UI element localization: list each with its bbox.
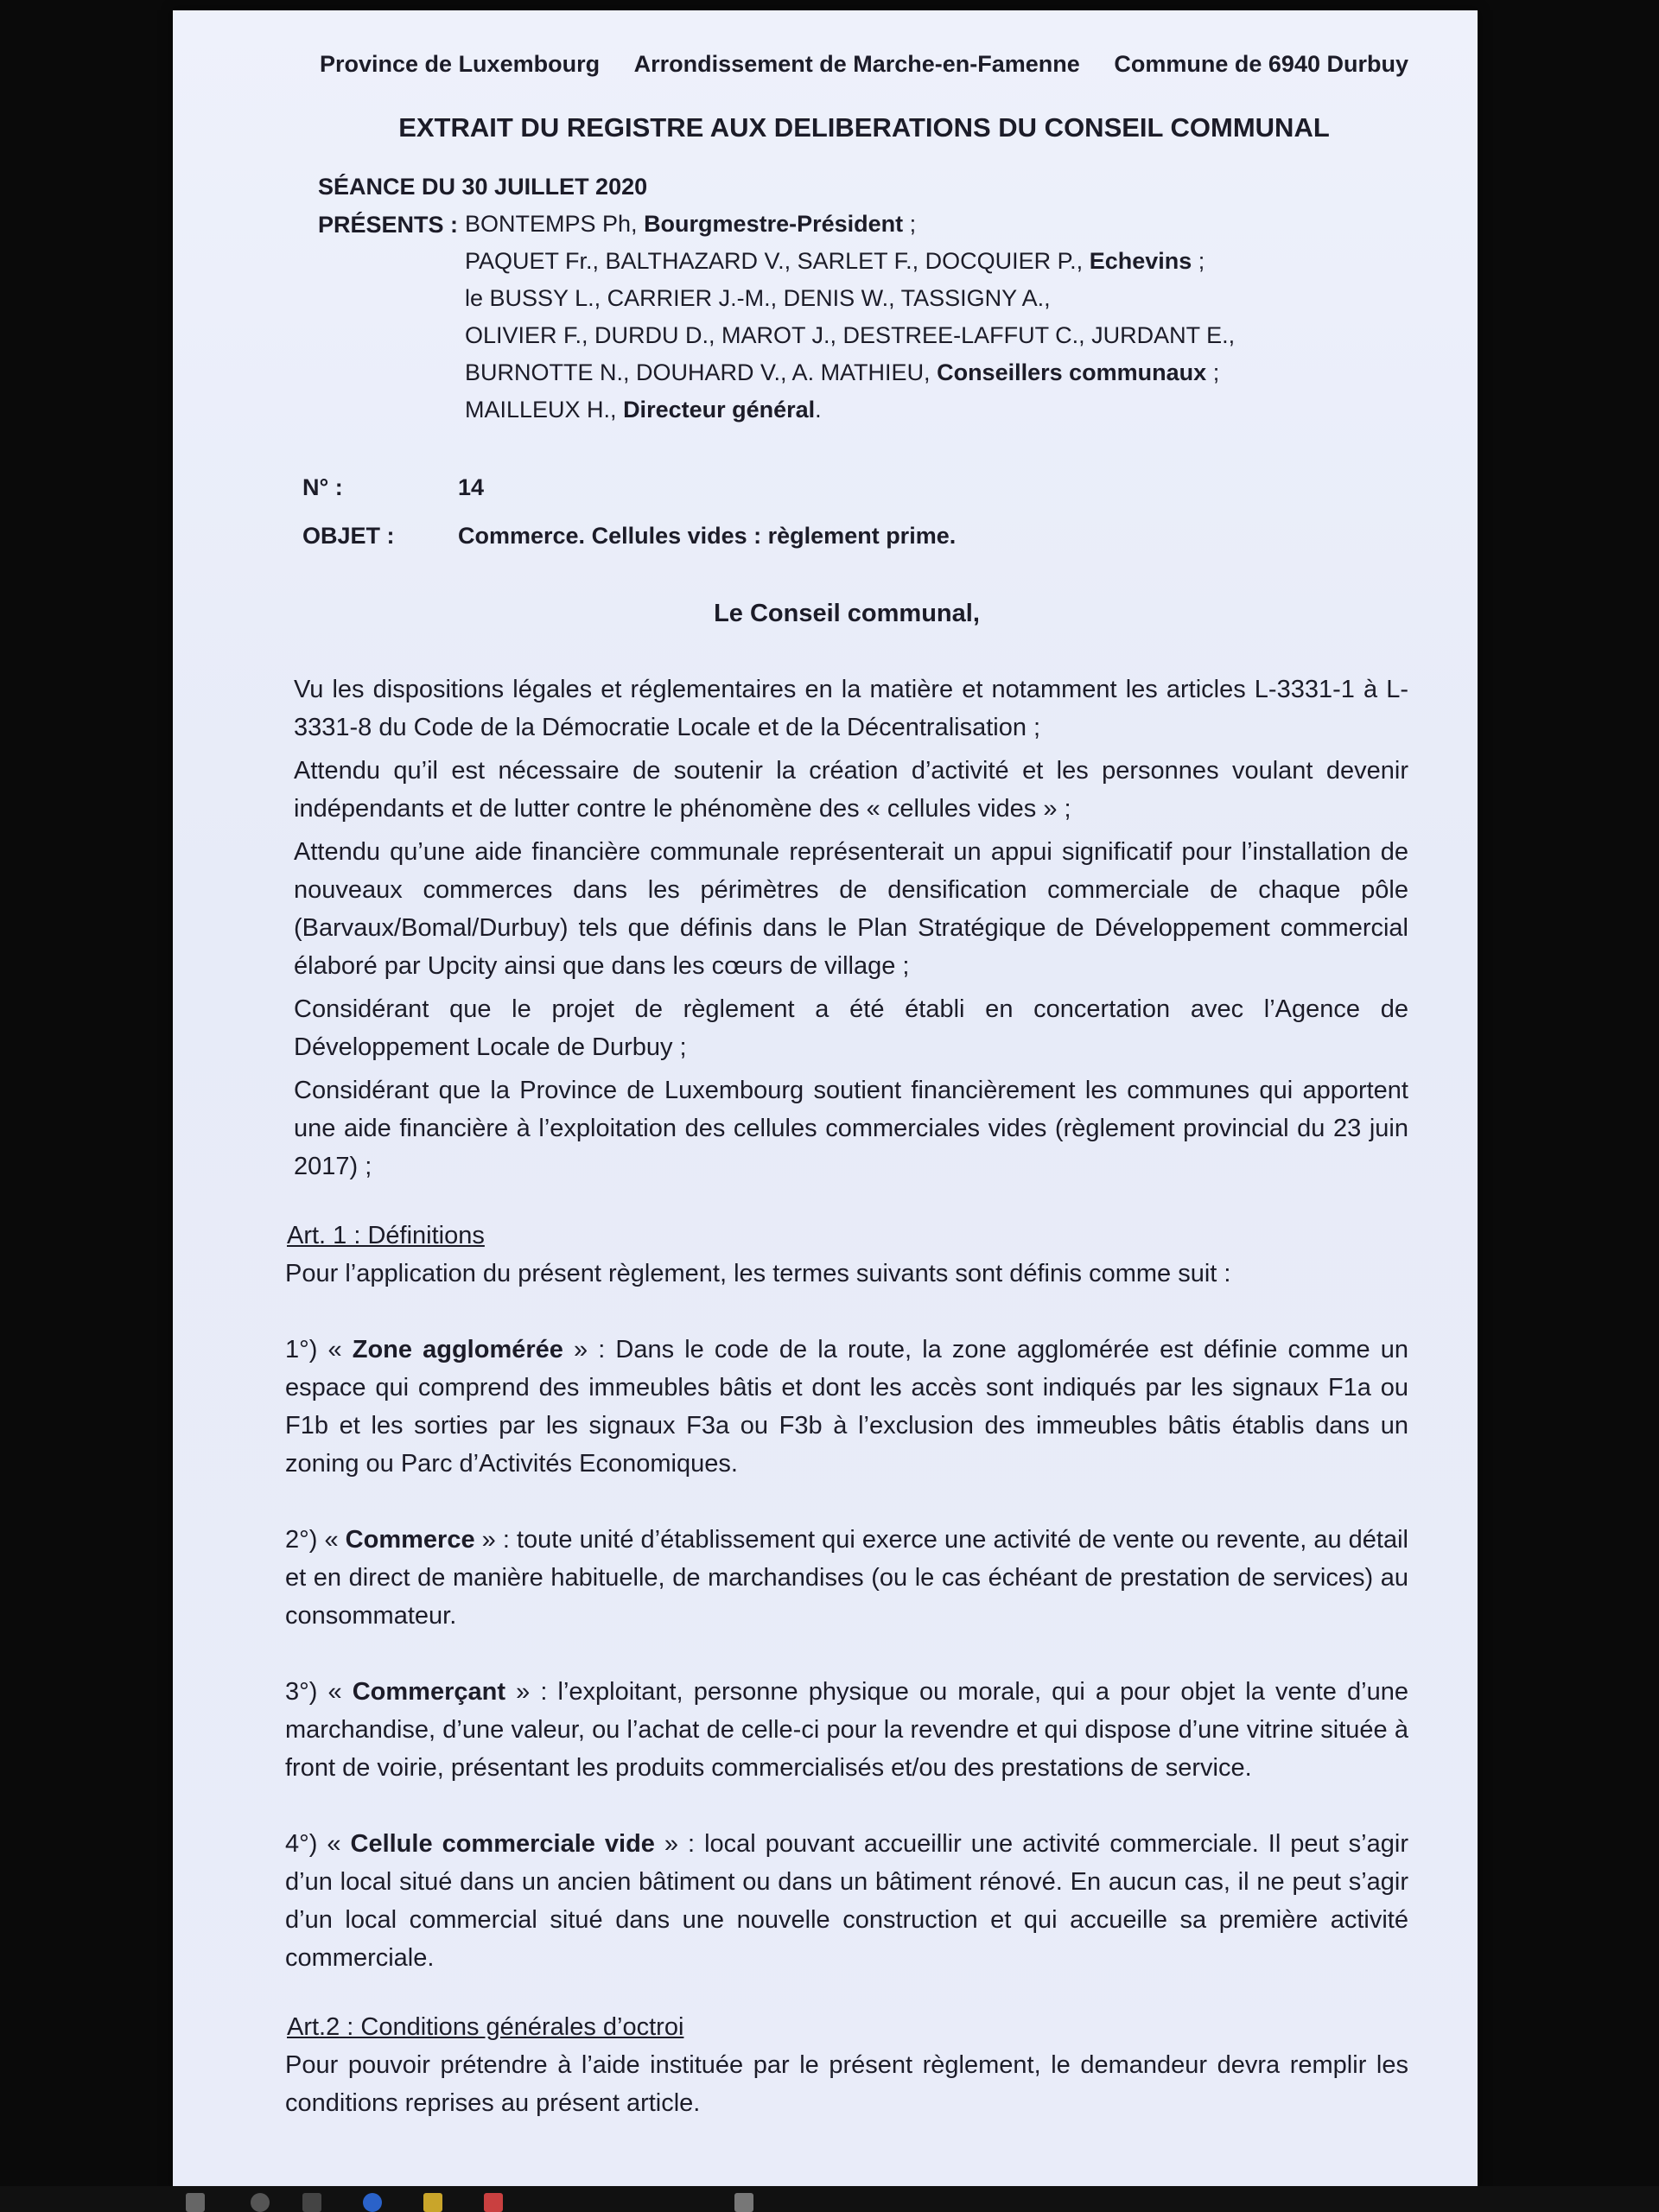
deliberation-meta <box>302 463 1408 560</box>
considerant-paragraph: Considérant que la Province de Luxembourg soutient financièrement les communes qui apportent une aide financière à l’exploitation des cellules commerciales vides (règlement provincial du 23 juin 2017) ; <box>294 1077 1408 1180</box>
presents-label: PRÉSENTS : <box>318 212 459 238</box>
province-label: Province de Luxembourg <box>320 51 601 77</box>
presents-block <box>318 206 1408 429</box>
number-label: N° : <box>302 474 343 500</box>
presents-line: OLIVIER F., DURDU D., MAROT J., DESTREE-LAFFUT C., JURDANT E., <box>465 322 1236 348</box>
definition-item: 4°) « Cellule commerciale vide » : local pouvant accueillir une activité commerciale. Il peut s’agir d’un local situé dans un ancien bâtiment ou dans un bâtiment rénové. En aucun cas, il ne peut s’agir d’un local commercial situé dans une nouvelle construction et qui accueille sa première activité commerciale. <box>285 1830 1408 1972</box>
pdf-reader-icon[interactable] <box>484 2193 503 2212</box>
presents-list <box>465 206 1235 429</box>
document-screen <box>173 10 1478 2188</box>
commune-label: Commune de 6940 Durbuy <box>1114 51 1408 77</box>
article-1-intro: Pour l’application du présent règlement, les termes suivants sont définis comme suit : <box>285 1260 1231 1287</box>
considerant-paragraph: Vu les dispositions légales et réglementaires en la matière et notamment les articles L-3331-1 à L-3331-8 du Code de la Démocratie Locale et de la Décentralisation ; <box>294 676 1408 741</box>
presents-line: MAILLEUX H., Directeur général. <box>465 397 822 423</box>
number-row <box>302 463 1408 512</box>
arrondissement-label: Arrondissement de Marche-en-Famenne <box>633 51 1080 77</box>
object-value: Commerce. Cellules vides : règlement prime. <box>458 523 957 549</box>
considerant-paragraph: Attendu qu’une aide financière communale représenterait un appui significatif pour l’installation de nouveaux commerces dans les périmètres de densification commerciale de chaque pôle (Barvaux/Bomal/Durbuy) tels que définis dans le Plan Stratégique de Développement commercial élaboré par Upcity ainsi que dans les cœurs de village ; <box>294 838 1408 980</box>
document-title: EXTRAIT DU REGISTRE AUX DELIBERATIONS DU CONSEIL COMMUNAL <box>398 112 1330 143</box>
definition-item: 2°) « Commerce » : toute unité d’établissement qui exerce une activité de vente ou revente, au détail et en direct de manière habituelle, de marchandises (ou le cas échéant de prestation de services) au consommateur. <box>285 1526 1408 1630</box>
presents-line: le BUSSY L., CARRIER J.-M., DENIS W., TASSIGNY A., <box>465 285 1051 311</box>
start-icon[interactable] <box>186 2193 205 2212</box>
article-2-title: Art.2 : Conditions générales d’octroi <box>287 2013 684 2041</box>
document-header <box>320 45 1408 83</box>
definition-item: 3°) « Commerçant » : l’exploitant, personne physique ou morale, qui a pour objet la vente d’une marchandise, d’une valeur, ou l’achat de celle-ci pour la revendre et qui dispose d’une vitrine située à front de voirie, présentant les produits commercialisés et/ou des prestations de service. <box>285 1678 1408 1782</box>
task-view-icon[interactable] <box>302 2193 321 2212</box>
presents-line: BONTEMPS Ph, Bourgmestre-Président ; <box>465 211 917 237</box>
considerant-paragraph: Considérant que le projet de règlement a été établi en concertation avec l’Agence de Développement Locale de Durbuy ; <box>294 995 1408 1061</box>
browser-icon[interactable] <box>363 2193 382 2212</box>
presents-line: BURNOTTE N., DOUHARD V., A. MATHIEU, Conseillers communaux ; <box>465 359 1220 385</box>
presents-line: PAQUET Fr., BALTHAZARD V., SARLET F., DOCQUIER P., Echevins ; <box>465 248 1205 274</box>
object-label: OBJET : <box>302 523 395 549</box>
document-app-icon[interactable] <box>734 2193 753 2212</box>
search-icon[interactable] <box>251 2193 270 2212</box>
article-2-text: Pour pouvoir prétendre à l’aide instituée par le présent règlement, le demandeur devra remplir les conditions reprises au présent article. <box>285 2051 1408 2117</box>
document-page <box>285 45 1408 2127</box>
object-row <box>302 512 1408 560</box>
council-heading: Le Conseil communal, <box>714 600 980 627</box>
session-date: SÉANCE DU 30 JUILLET 2020 <box>318 174 648 200</box>
number-value: 14 <box>458 474 485 500</box>
considerant-paragraph: Attendu qu’il est nécessaire de soutenir la création d’activité et les personnes voulant devenir indépendants et de lutter contre le phénomène des « cellules vides » ; <box>294 757 1408 823</box>
folder-icon[interactable] <box>423 2193 442 2212</box>
taskbar <box>0 2186 1659 2212</box>
definition-item: 1°) « Zone agglomérée » : Dans le code de la route, la zone agglomérée est définie comme un espace qui comprend des immeubles bâtis et dont les accès sont indiqués par les signaux F1a ou F1b et les sorties par les signaux F3a ou F3b à l’exclusion des immeubles bâtis établis dans un zoning ou Parc d’Activités Economiques. <box>285 1336 1408 1478</box>
article-1-title: Art. 1 : Définitions <box>287 1222 485 1249</box>
